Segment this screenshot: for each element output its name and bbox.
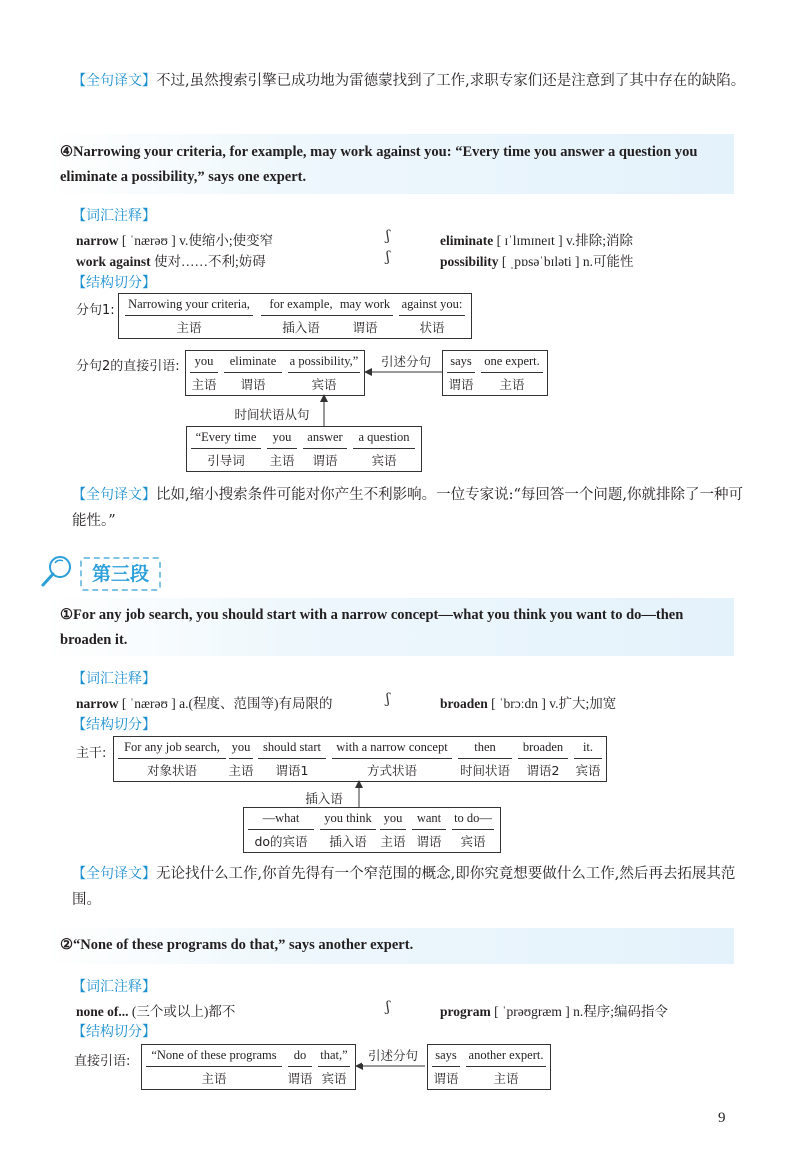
- segment-text: says: [450, 354, 472, 368]
- sentence-marker: ②: [60, 937, 73, 953]
- adverbial-label: 时间状语从句: [234, 407, 310, 422]
- segment-text: want: [416, 811, 442, 825]
- sentence-4: [60, 140, 735, 190]
- segment-text: —what: [262, 811, 300, 825]
- segment-role: 谓语: [433, 1071, 459, 1086]
- vocab-entry: [76, 692, 333, 712]
- segment-text: that,”: [320, 1048, 348, 1062]
- segment-text: says: [435, 1048, 457, 1062]
- structure-label: 【结构切分】: [72, 717, 156, 733]
- quote-prefix: 直接引语:: [74, 1054, 131, 1069]
- adverbial-box: [186, 426, 422, 472]
- segment-text: then: [474, 740, 496, 754]
- segment-text: eliminate: [229, 354, 277, 368]
- segment-role: 主语: [499, 377, 525, 392]
- segment-text: one expert.: [484, 354, 540, 368]
- segment-role: 谓语1: [275, 763, 309, 778]
- page-number: 9: [718, 1110, 726, 1126]
- main-clause-box: [113, 736, 607, 782]
- separator-icon: ʃ: [386, 228, 390, 244]
- segment-role: 宾语: [575, 763, 601, 778]
- vocab-word: work against: [76, 254, 151, 269]
- vocab-notes-label: 【词汇注释】: [72, 979, 156, 995]
- segment-text: may work: [339, 297, 391, 311]
- sentence-text: Narrowing your criteria, for example, may work against you: “Every time you answer a question you eliminate a possibility,” says one expert.: [60, 144, 698, 185]
- translation-text: 比如,缩小搜索条件可能对你产生不利影响。一位专家说:“每回答一个问题,你就排除了一种可能性。”: [72, 487, 744, 529]
- translation-block-2: [72, 482, 752, 534]
- segment-role: 谓语: [448, 377, 474, 392]
- vocab-def: [ ˈbrɔːdn ] v.扩大;加宽: [491, 696, 617, 711]
- vocab-word: broaden: [440, 696, 488, 711]
- segment-text: against you:: [401, 297, 463, 311]
- segment-role: 宾语: [371, 453, 397, 468]
- segment-text: a possibility,”: [289, 354, 359, 368]
- segment-role: 插入语: [282, 320, 320, 335]
- vocab-def: (三个或以上)都不: [131, 1004, 236, 1019]
- vocab-entry: [76, 229, 273, 249]
- segment-text: you: [194, 354, 214, 368]
- segment-text: to do—: [454, 811, 492, 825]
- vocab-word: narrow: [76, 233, 119, 248]
- main-prefix: 主干:: [76, 746, 107, 761]
- vocab-entry: [440, 229, 633, 249]
- segment-text: with a narrow concept: [336, 740, 448, 754]
- insert-box: [243, 807, 501, 853]
- segment-role: 主语: [269, 453, 295, 468]
- segment-text: for example,: [269, 297, 333, 311]
- segment-text: you think: [324, 811, 372, 825]
- segment-role: 主语: [191, 377, 217, 392]
- segment-role: 谓语2: [526, 763, 560, 778]
- clause1-prefix: 分句1:: [76, 303, 115, 318]
- vocab-entry: [440, 1000, 668, 1020]
- sentence-p3-2: [60, 933, 735, 958]
- segment-role: do的宾语: [254, 834, 308, 849]
- segment-text: it.: [582, 740, 594, 754]
- separator-icon: ʃ: [386, 249, 390, 265]
- segment-text: a question: [358, 430, 410, 444]
- clause2-prefix: 分句2的直接引语:: [76, 359, 180, 374]
- segment-text: broaden: [522, 740, 564, 754]
- vocab-notes-label: 【词汇注释】: [72, 671, 156, 687]
- vocab-def: [ ˈprəʊgræm ] n.程序;编码指令: [494, 1004, 669, 1019]
- vocab-def: 使对……不利;妨碍: [154, 254, 266, 269]
- reporting-label: 引述分句: [374, 352, 438, 370]
- segment-text: answer: [307, 430, 343, 444]
- translation-text: 无论找什么工作,你首先得有一个窄范围的概念,即你究竟想要做什么工作,然后再去拓展其范围。: [72, 866, 736, 908]
- vocab-word: eliminate: [440, 233, 494, 248]
- sentence-marker: ④: [60, 144, 73, 160]
- segment-role: 对象状语: [146, 763, 197, 778]
- clause1-box: [118, 293, 472, 339]
- separator-icon: ʃ: [386, 691, 390, 707]
- magnifier-icon: [40, 553, 76, 589]
- full-translation-label: 【全句译文】: [72, 866, 156, 882]
- segment-role: 主语: [201, 1071, 227, 1086]
- segment-role: 谓语: [312, 453, 338, 468]
- segment-role: 主语: [228, 763, 254, 778]
- translation-block-1: [72, 68, 752, 94]
- translation-block-3: [72, 861, 752, 913]
- segment-text: “None of these programs: [151, 1048, 277, 1062]
- segment-role: 方式状语: [366, 763, 417, 778]
- segment-role: 宾语: [321, 1071, 347, 1086]
- reporting-box: [427, 1044, 551, 1090]
- vocab-word: program: [440, 1004, 491, 1019]
- quote-box: [141, 1044, 356, 1090]
- segment-role: 插入语: [329, 834, 367, 849]
- segment-role: 宾语: [311, 377, 337, 392]
- vocab-word: none of...: [76, 1004, 129, 1019]
- segment-role: 谓语: [240, 377, 266, 392]
- segment-role: 主语: [380, 834, 406, 849]
- reporting-label: 引述分句: [362, 1046, 424, 1064]
- sentence-p3-1: [60, 603, 735, 653]
- segment-role: 谓语: [287, 1071, 313, 1086]
- segment-role: 主语: [493, 1071, 519, 1086]
- sentence-text: “None of these programs do that,” says another expert.: [73, 937, 414, 953]
- segment-text: you: [231, 740, 251, 754]
- segment-role: 谓语: [416, 834, 442, 849]
- vocab-entry: [76, 1000, 235, 1020]
- sentence-marker: ①: [60, 607, 73, 623]
- separator-icon: ʃ: [386, 999, 390, 1015]
- segment-role: 宾语: [460, 834, 486, 849]
- vocab-def: [ ɪˈlɪmɪneɪt ] v.排除;消除: [496, 233, 633, 248]
- vocab-entry: [440, 250, 633, 270]
- insert-label: 插入语: [305, 791, 343, 806]
- vocab-def: [ ˈnærəʊ ] a.(程度、范围等)有局限的: [121, 696, 333, 711]
- segment-role: 谓语: [352, 320, 378, 335]
- structure-label: 【结构切分】: [72, 275, 156, 291]
- segment-role: 引导词: [207, 453, 245, 468]
- segment-role: 主语: [176, 320, 202, 335]
- sentence-text: For any job search, you should start with a narrow concept—what you think you want to do—then broaden it.: [60, 607, 684, 648]
- full-translation-label: 【全句译文】: [72, 73, 156, 89]
- section-title: 第三段: [80, 557, 161, 591]
- up-arrow-icon: [351, 780, 367, 808]
- full-translation-label: 【全句译文】: [72, 487, 156, 503]
- segment-text: For any job search,: [124, 740, 220, 754]
- segment-text: do: [293, 1048, 307, 1062]
- segment-text: Narrowing your criteria,: [128, 297, 250, 311]
- vocab-def: [ ˈnærəʊ ] v.使缩小;使变窄: [121, 233, 274, 248]
- quote-box: [185, 350, 365, 396]
- segment-text: you: [272, 430, 292, 444]
- segment-text: should start: [263, 740, 321, 754]
- segment-text: “Every time: [195, 430, 257, 444]
- translation-text: 不过,虽然搜索引擎已成功地为雷德蒙找到了工作,求职专家们还是注意到了其中存在的缺陷。: [156, 73, 746, 89]
- segment-text: you: [383, 811, 403, 825]
- vocab-word: narrow: [76, 696, 119, 711]
- structure-label: 【结构切分】: [72, 1024, 156, 1040]
- segment-role: 时间状语: [459, 763, 510, 778]
- segment-role: 状语: [419, 320, 445, 335]
- vocab-def: [ ˌpɒsəˈbɪləti ] n.可能性: [501, 254, 634, 269]
- vocab-notes-label: 【词汇注释】: [72, 208, 156, 224]
- vocab-word: possibility: [440, 254, 499, 269]
- vocab-entry: [440, 692, 616, 712]
- vocab-entry: [76, 250, 266, 270]
- segment-text: another expert.: [468, 1048, 544, 1062]
- up-arrow-icon: [316, 394, 332, 426]
- reporting-box: [442, 350, 548, 396]
